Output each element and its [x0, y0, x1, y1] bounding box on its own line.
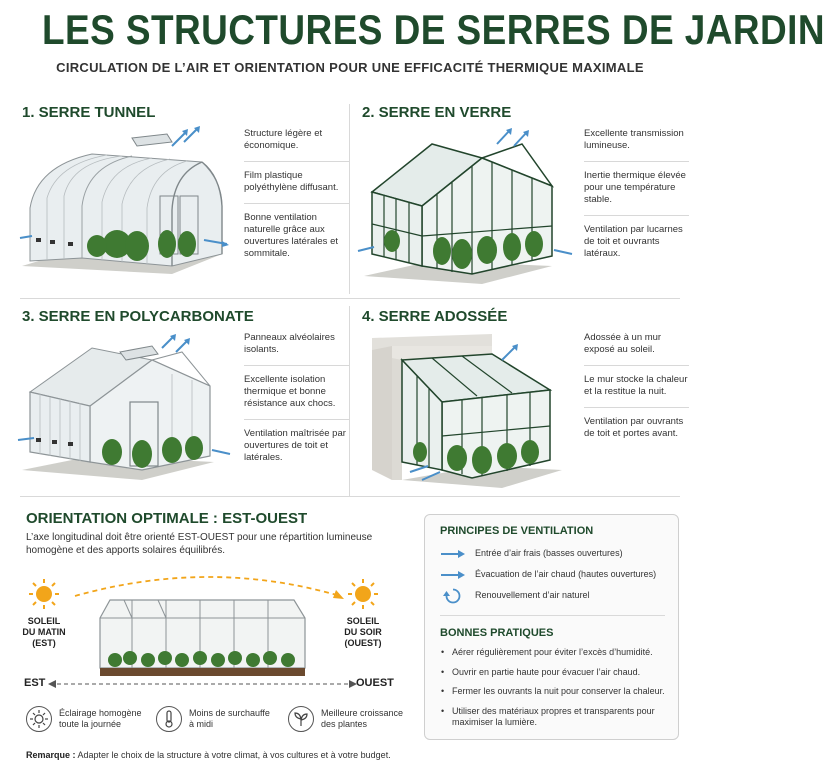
panel-title: 3. SERRE EN POLYCARBONATE — [22, 308, 254, 325]
arrow-right-icon — [440, 546, 466, 562]
thermometer-icon — [156, 706, 182, 732]
feature-item: Le mur stocke la chaleur et la restitue la nuit. — [584, 374, 689, 408]
feature-item: Ventilation maîtrisée par ouvertures de toit et latérales. — [244, 428, 346, 463]
feature-item: Inertie thermique élevée pour une température stable. — [584, 170, 689, 216]
feature-item: Excellente isolation thermique et bonne résistance aux chocs. — [244, 374, 349, 420]
axis-east-label: EST — [24, 677, 46, 689]
feature-item: Bonne ventilation naturelle grâce aux ouvertures latérales et sommitale. — [244, 212, 338, 259]
ventilation-title: PRINCIPES DE VENTILATION — [440, 525, 594, 537]
ventilation-principles-box: PRINCIPES DE VENTILATION Entrée d’air frais (basses ouvertures) Évacuation de l’air chaud (hautes ouvertures) Renouvellement d’air naturel BONNES PRATIQUES • Aérer régulièrement pour éviter l’excès d’humidité. • Ouvrir en partie haute pour évacuer l’air chaud. • Fermer les ouvrants la nuit pour conserver la chaleur. • Utiliser des matériaux propres et transparents pour maximiser la lumière. — [424, 514, 679, 740]
remark-label: Remarque : — [26, 750, 76, 760]
feature-item: Excellente transmission lumineuse. — [584, 128, 689, 162]
feature-list — [584, 128, 689, 277]
feature-item: Panneaux alvéolaires isolants. — [244, 332, 349, 366]
panel-title: 4. SERRE ADOSSÉE — [362, 308, 508, 325]
divider — [440, 615, 665, 616]
polycarbonate-greenhouse-illustration — [22, 330, 237, 490]
sun-morning-label: SOLEIL DU MATIN (EST) — [22, 616, 66, 648]
sun-morning-icon — [28, 578, 60, 610]
axis-west-label: OUEST — [356, 677, 394, 689]
lean-to-greenhouse-illustration — [362, 330, 577, 490]
feature-item: Adossée à un mur exposé au soleil. — [584, 332, 689, 366]
sun-outline-icon — [26, 706, 52, 732]
panel-title: 2. SERRE EN VERRE — [362, 104, 512, 121]
plant-icon — [288, 706, 314, 732]
refresh-icon — [440, 588, 466, 604]
tunnel-greenhouse-illustration — [22, 126, 237, 286]
best-practice-item: • Aérer régulièrement pour éviter l’excès d’humidité. — [440, 647, 670, 659]
page-subtitle: CIRCULATION DE L’AIR ET ORIENTATION POUR UNE EFFICACITÉ THERMIQUE MAXIMALE — [56, 60, 644, 75]
remark-note — [26, 750, 391, 760]
sun-evening-label: SOLEIL DU SOIR (OUEST) — [344, 616, 382, 648]
best-practices-title: BONNES PRATIQUES — [440, 627, 554, 639]
remark-text: Adapter le choix de la structure à votre climat, à vos cultures et à votre budget. — [77, 750, 391, 760]
feature-list — [244, 332, 349, 481]
benefit-text: Éclairage homogène toute la journée — [59, 708, 142, 729]
feature-list — [244, 128, 349, 277]
sun-evening-icon — [347, 578, 379, 610]
panel-serre-verre — [362, 104, 692, 304]
feature-item: Structure légère et économique. — [244, 128, 349, 162]
page-title: LES STRUCTURES DE SERRES DE JARDIN — [42, 6, 825, 53]
feature-item: Ventilation par ouvrants de toit et portes avant. — [584, 416, 684, 439]
best-practice-item: • Utiliser des matériaux propres et transparents pour maximiser la lumière. — [440, 706, 670, 729]
benefit-text: Moins de surchauffe à midi — [189, 708, 270, 729]
glass-greenhouse-illustration — [362, 126, 577, 286]
feature-item: Film plastique polyéthylène diffusant. — [244, 170, 349, 204]
arrow-right-icon — [440, 567, 466, 583]
panel-serre-tunnel — [22, 104, 352, 304]
panel-serre-polycarbonate — [22, 308, 352, 508]
best-practices-list — [440, 647, 670, 737]
orientation-description: L’axe longitudinal doit être orienté EST-OUEST pour une répartition lumineuse homogène et des apports solaires équilibrés. — [26, 532, 373, 556]
feature-item: Ventilation par lucarnes de toit et ouvrants latéraux. — [584, 224, 683, 259]
best-practice-item: • Fermer les ouvrants la nuit pour conserver la chaleur. — [440, 686, 670, 698]
orientation-title: ORIENTATION OPTIMALE : EST-OUEST — [26, 510, 308, 527]
benefit-text: Meilleure croissance des plantes — [321, 708, 404, 729]
best-practice-item: • Ouvrir en partie haute pour évacuer l’air chaud. — [440, 667, 670, 679]
panel-title: 1. SERRE TUNNEL — [22, 104, 156, 121]
panel-serre-adossee — [362, 308, 692, 508]
feature-list — [584, 332, 689, 457]
